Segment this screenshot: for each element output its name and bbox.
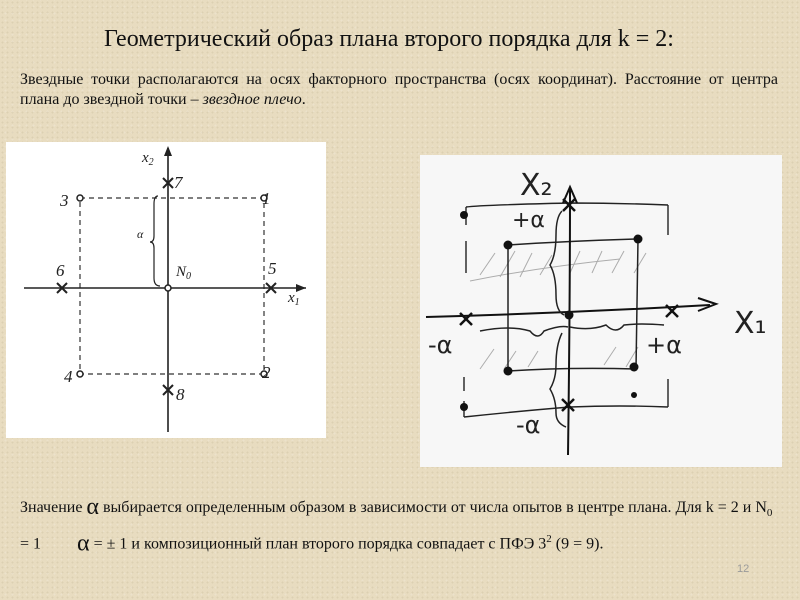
intro-text: Звездные точки располагаются на осях факторного пространства (осях координат). Расстояние от центра плана до звездной точки –	[20, 71, 778, 108]
point-label-8: 8	[176, 385, 185, 404]
intro-end: .	[301, 91, 306, 108]
x1-label: $x_1$	[288, 290, 300, 308]
minus-alpha-left: -α	[428, 331, 453, 359]
alpha-symbol-2: α	[77, 530, 90, 557]
point-label-5: 5	[268, 259, 277, 278]
conclusion-part5: (9 = 9).	[551, 535, 604, 553]
handdrawn-svg	[420, 155, 782, 467]
arm-brace	[150, 196, 160, 286]
minus-alpha-bottom: -α	[516, 411, 541, 439]
x1-axis-arrow	[296, 284, 306, 292]
point-label-1: 1	[262, 189, 271, 208]
x2-axis	[568, 189, 570, 455]
plus-alpha-top: +α	[512, 208, 545, 233]
point-label-6: 6	[56, 261, 65, 280]
conclusion-paragraph	[20, 494, 780, 558]
plan-diagram-handdrawn	[420, 155, 782, 467]
x1-label: X₁	[734, 306, 767, 341]
slide-title: Геометрический образ плана второго порядка для k = 2:	[104, 26, 674, 52]
conclusion-part4: = ± 1 и композиционный план второго порядка совпадает с ПФЭ 3	[89, 535, 547, 553]
point-label-4: 4	[64, 367, 73, 386]
design-square	[80, 198, 264, 374]
x2-label: X₂	[520, 168, 553, 203]
point-label-7: 7	[174, 173, 183, 192]
arm-label: α	[137, 227, 144, 241]
conclusion-part3: = 1	[20, 535, 42, 553]
point-3	[77, 195, 83, 201]
page-number: 12	[737, 563, 750, 575]
plan-diagram-svg	[6, 142, 326, 438]
design-points	[460, 211, 643, 411]
point-4	[77, 371, 83, 377]
plan-diagram-printed	[6, 142, 326, 438]
conclusion-part2: выбирается определенным образом в зависимости от числа опытов в центре плана. Для k = 2 и N	[99, 499, 767, 516]
n0-subscript: 0	[766, 507, 773, 520]
alpha-symbol: α	[86, 494, 99, 520]
conclusion-part1: Значение	[20, 499, 87, 516]
power-superscript: 2	[546, 533, 552, 546]
intro-term: звездное плечо	[202, 91, 302, 108]
plus-alpha-right: +α	[646, 331, 682, 359]
center-label: $N_0$	[176, 264, 192, 282]
center-point	[165, 285, 171, 291]
point-label-3: 3	[60, 191, 69, 210]
x2-axis-arrow	[164, 146, 172, 156]
intro-paragraph	[20, 70, 778, 110]
x2-label: $x_2$	[142, 150, 154, 168]
point-label-2: 2	[262, 363, 271, 382]
